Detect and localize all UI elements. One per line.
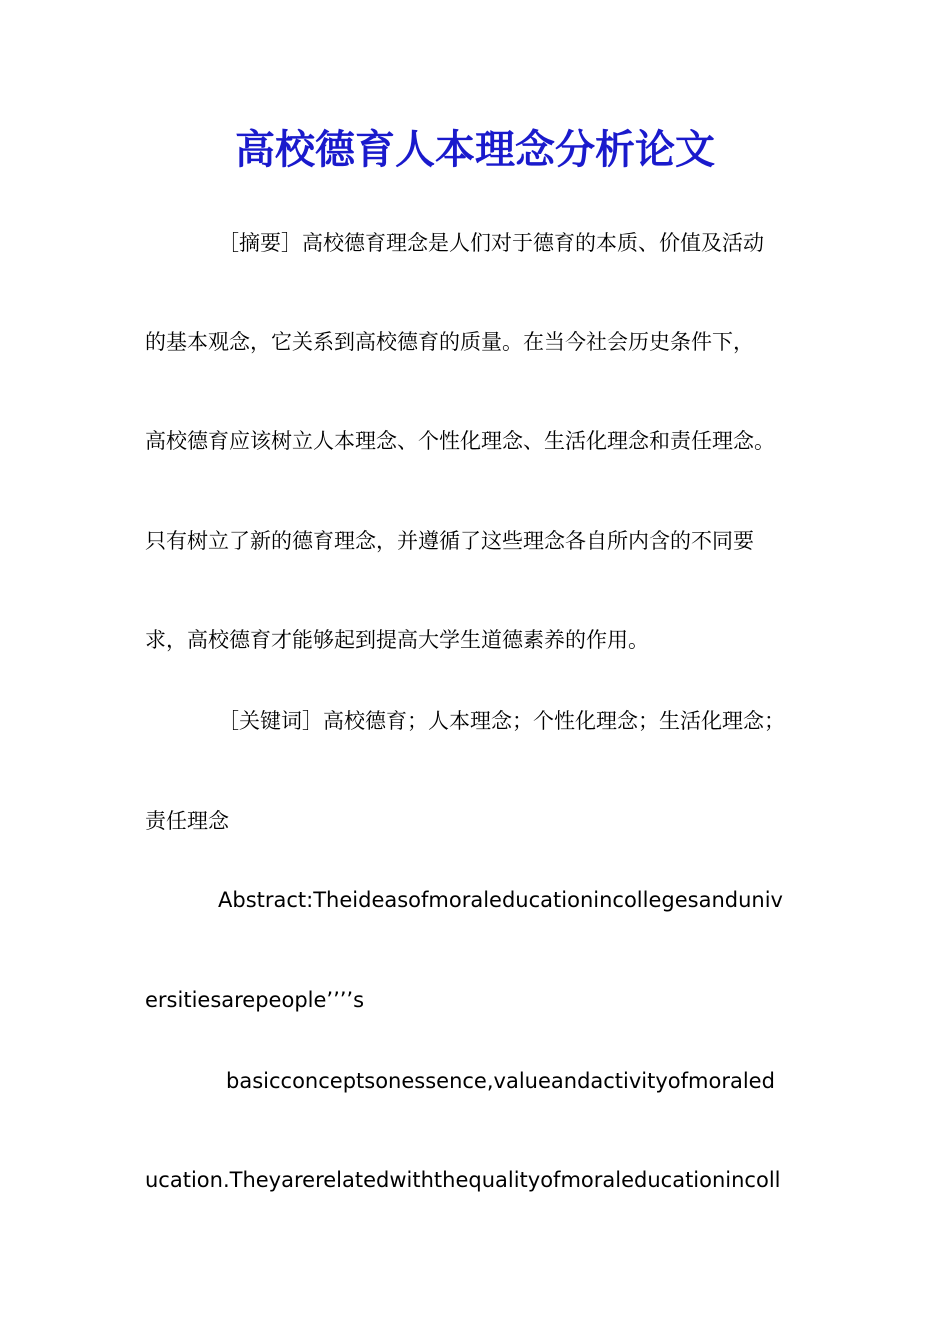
keywords-line-2: 责任理念 — [145, 809, 229, 833]
abstract-line-2: 的基本观念，它关系到高校德育的质量。在当今社会历史条件下， — [145, 330, 754, 354]
abstract-line-3: 高校德育应该树立人本理念、个性化理念、生活化理念和责任理念。 — [145, 429, 775, 453]
english-abstract-line-1: Abstract:Theideasofmoraleducationincollegesanduniv — [218, 888, 783, 912]
abstract-line-1: ［摘要］高校德育理念是人们对于德育的本质、价值及活动 — [218, 231, 764, 255]
english-abstract-line-2: ersitiesarepeople’’’’s — [145, 988, 365, 1012]
abstract-line-4: 只有树立了新的德育理念，并遵循了这些理念各自所内含的不同要 — [145, 529, 754, 553]
keywords-line-1: ［关键词］高校德育；人本理念；个性化理念；生活化理念； — [218, 709, 785, 733]
abstract-line-5: 求，高校德育才能够起到提高大学生道德素养的作用。 — [145, 628, 649, 652]
document-title: 高校德育人本理念分析论文 — [235, 126, 715, 173]
english-abstract-line-4: ucation.Theyarerelatedwiththequalityofmoraleducationincoll — [145, 1168, 781, 1192]
english-abstract-line-3: basicconceptsonessence,valueandactivityofmoraled — [226, 1069, 775, 1093]
